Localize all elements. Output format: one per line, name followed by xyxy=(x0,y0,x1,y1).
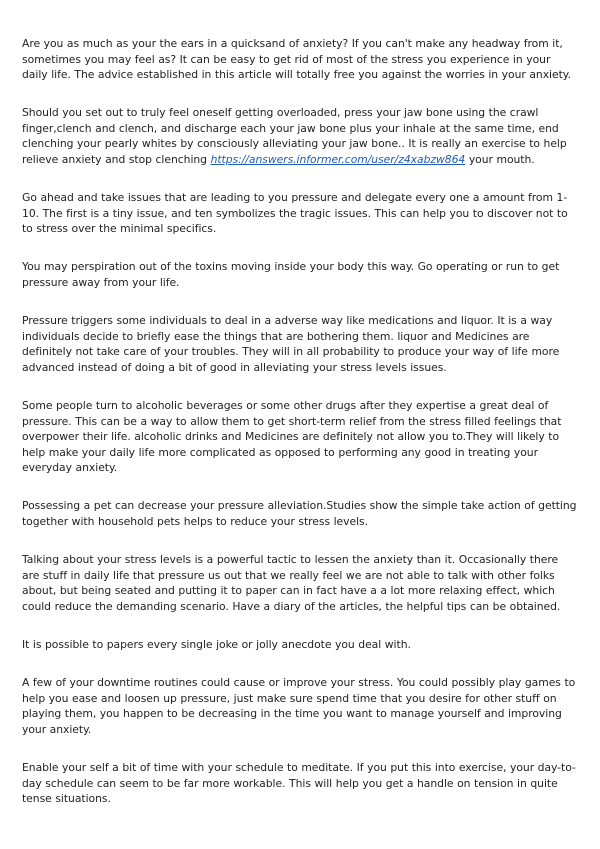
paragraph-adverse-ways: Pressure triggers some individuals to deal in a adverse way like medications and liquor. It is a way individuals decide to briefly ease the things that are bothering them. liquor and Medicines are definitely not take care of your troubles. They will in all probability to produce your way of life more advanced instead of doing a bit of good in alleviating your stress levels issues. xyxy=(22,314,560,374)
paragraph-rate-issues: Go ahead and take issues that are leading to you pressure and delegate every one a amount from 1-10. The first is a tiny issue, and ten symbolizes the tragic issues. This can help you to discover not to to stress over the minimal specifics. xyxy=(22,191,568,236)
paragraph-pets: Possessing a pet can decrease your pressure alleviation.Studies show the simple take action of getting together with household pets helps to reduce your stress levels. xyxy=(22,499,577,529)
paragraph-downtime: A few of your downtime routines could cause or improve your stress. You could possibly play games to help you ease and loosen up pressure, just make sure spend time that you desire for other stuff on playing them, you happen to be decreasing in the time you want to manage yourself and improving your anxiety. xyxy=(22,676,576,736)
paragraph-alcohol-drugs: Some people turn to alcoholic beverages or some other drugs after they expertise a great deal of pressure. This can be a way to allow them to get short-term relief from the stress filled feelings that overpower their life. alcoholic drinks and Medicines are definitely not allow you to.They will likely to help make your daily life more complicated as opposed to performing any good in treating your everyday anxiety. xyxy=(22,399,562,475)
paragraph-jaw-exercise xyxy=(22,105,578,167)
paragraph-jokes: It is possible to papers every single joke or jolly anecdote you deal with. xyxy=(22,638,411,652)
paragraph-text: your mouth. xyxy=(465,153,535,167)
paragraph-meditate: Enable your self a bit of time with your schedule to meditate. If you put this into exercise, your day-to-day schedule can seem to be far more workable. This will help you get a handle on tension in quite tense situations. xyxy=(22,761,576,806)
paragraph-text: Should you set out to truly feel oneself getting overloaded, press your jaw bone using the crawl finger,clench and clench, and discharge each your jaw bone plus your inhale at the same time, end clenching your pearly whites by consciously alleviating your jaw bone.. It is really an exercise to help relieve anxiety and stop clenching xyxy=(22,106,567,167)
paragraph-exercise: You may perspiration out of the toxins moving inside your body this way. Go operating or run to get pressure away from your life. xyxy=(22,260,560,290)
paragraph-intro: Are you as much as your the ears in a quicksand of anxiety? If you can't make any headway from it, sometimes you may feel as? It can be easy to get rid of most of the stress you experience in your daily life. The advice established in this article will totally free you against the worries in your anxiety. xyxy=(22,37,571,82)
paragraph-diary: Talking about your stress levels is a powerful tactic to lessen the anxiety than it. Occasionally there are stuff in daily life that pressure us out that we really feel we are not able to talk with other folks about, but being seated and putting it to paper can in fact have a a lot more relaxing effect, which could reduce the demanding scenario. Have a diary of the articles, the helpful tips can be obtained. xyxy=(22,553,561,613)
answers-informer-link[interactable]: https://answers.informer.com/user/z4xabzw864 xyxy=(210,153,466,167)
